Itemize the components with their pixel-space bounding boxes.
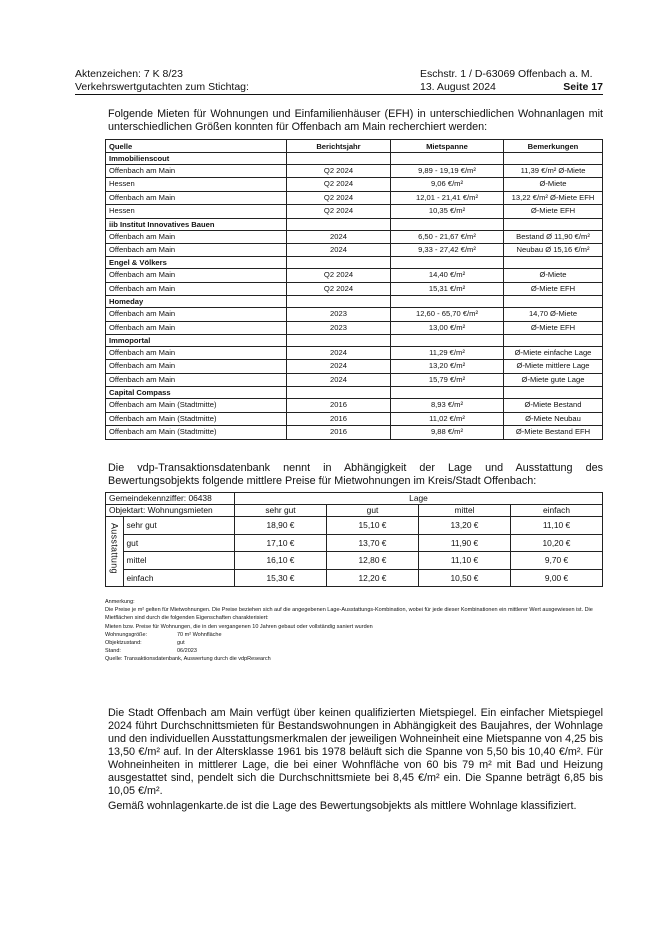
page-header bbox=[75, 68, 603, 95]
intro-paragraph: Folgende Mieten für Wohnungen und Einfamilienhäuser (EFH) in unterschiedlichen Wohnanlagen mit unterschiedlichen Größen konnten für Offenbach am Main recherchiert werden: bbox=[108, 108, 603, 133]
table-cell: Neubau Ø 15,16 €/m² bbox=[504, 244, 603, 257]
header-row-2 bbox=[75, 81, 603, 95]
table-cell: Ø-Miete Bestand EFH bbox=[504, 426, 603, 439]
lage-column-header: mittel bbox=[419, 505, 511, 517]
note-source: Quelle: Transaktionsdatenbank, Auswertung durch die vdpResearch bbox=[105, 656, 271, 663]
table-cell: Offenbach am Main bbox=[106, 230, 287, 243]
table-cell: 14,40 €/m² bbox=[391, 269, 504, 282]
table-cell: 13,20 €/m² bbox=[391, 360, 504, 373]
source-name: Engel & Völkers bbox=[106, 257, 287, 269]
empty-cell bbox=[504, 218, 603, 230]
ausstattung-level: gut bbox=[123, 534, 235, 552]
header-address: Eschstr. 1 / D-63069 Offenbach a. M. bbox=[420, 68, 593, 80]
source-group-row bbox=[106, 387, 603, 399]
table-row bbox=[106, 373, 603, 386]
table-cell: Offenbach am Main bbox=[106, 244, 287, 257]
page-number: Seite 17 bbox=[563, 81, 603, 93]
price-cell: 13,70 € bbox=[327, 534, 419, 552]
table-cell: Q2 2024 bbox=[287, 191, 391, 204]
table-cell: Hessen bbox=[106, 205, 287, 218]
table-cell: Offenbach am Main bbox=[106, 282, 287, 295]
empty-cell bbox=[391, 153, 504, 165]
table-cell: Ø-Miete Neubau bbox=[504, 412, 603, 425]
table-cell: 15,79 €/m² bbox=[391, 373, 504, 386]
table-cell: 2024 bbox=[287, 373, 391, 386]
lage-column-header: gut bbox=[327, 505, 419, 517]
table-cell: Ø-Miete gute Lage bbox=[504, 373, 603, 386]
table-cell: 2024 bbox=[287, 360, 391, 373]
empty-cell bbox=[504, 257, 603, 269]
empty-cell bbox=[287, 257, 391, 269]
price-cell: 12,20 € bbox=[327, 569, 419, 587]
table-cell: Q2 2024 bbox=[287, 205, 391, 218]
source-group-row bbox=[106, 218, 603, 230]
empty-cell bbox=[287, 387, 391, 399]
table-cell: Bestand Ø 11,90 €/m² bbox=[504, 230, 603, 243]
source-name: iib Institut Innovatives Bauen bbox=[106, 218, 287, 230]
object-type: Objektart: Wohnungsmieten bbox=[106, 505, 235, 517]
column-header: Quelle bbox=[106, 140, 287, 153]
table-cell: 2016 bbox=[287, 412, 391, 425]
table-cell: 14,70 Ø-Miete bbox=[504, 308, 603, 321]
note-item-key: Wohnungsgröße: bbox=[105, 631, 148, 638]
table-cell: Ø-Miete Bestand bbox=[504, 399, 603, 412]
table-cell: Q2 2024 bbox=[287, 282, 391, 295]
note-item-value: 06/2023 bbox=[177, 648, 197, 655]
table-cell: 13,00 €/m² bbox=[391, 321, 504, 334]
header-row-1 bbox=[75, 68, 603, 81]
note-item bbox=[105, 647, 601, 655]
table-cell: 9,89 - 19,19 €/m² bbox=[391, 165, 504, 178]
lage-label: Lage bbox=[235, 493, 603, 505]
source-group-row bbox=[106, 257, 603, 269]
doc-type: Verkehrswertgutachten zum Stichtag: bbox=[75, 81, 249, 93]
table-cell: 9,33 - 27,42 €/m² bbox=[391, 244, 504, 257]
empty-cell bbox=[287, 296, 391, 308]
source-name: Capital Compass bbox=[106, 387, 287, 399]
empty-cell bbox=[391, 335, 504, 347]
case-number: Aktenzeichen: 7 K 8/23 bbox=[75, 68, 183, 80]
source-name: Immoportal bbox=[106, 335, 287, 347]
lage-column-header: sehr gut bbox=[235, 505, 327, 517]
table-cell: 2023 bbox=[287, 321, 391, 334]
empty-cell bbox=[391, 218, 504, 230]
note-item-key: Objektzustand: bbox=[105, 640, 142, 647]
table-row bbox=[106, 347, 603, 360]
table-cell: 12,60 - 65,70 €/m² bbox=[391, 308, 504, 321]
table-cell: 2016 bbox=[287, 426, 391, 439]
table-cell: Offenbach am Main bbox=[106, 308, 287, 321]
source-group-row bbox=[106, 335, 603, 347]
vdp-header-row-2 bbox=[106, 505, 603, 517]
price-cell: 15,30 € bbox=[235, 569, 327, 587]
note-text-2: Mieten bzw. Preise für Wohnungen, die in den vergangenen 10 Jahren gebaut oder vollständig saniert wurden bbox=[105, 623, 373, 630]
table-row bbox=[106, 360, 603, 373]
table-cell: Offenbach am Main bbox=[106, 360, 287, 373]
price-cell: 13,20 € bbox=[419, 517, 511, 535]
table-cell: Hessen bbox=[106, 178, 287, 191]
table-cell: 12,01 - 21,41 €/m² bbox=[391, 191, 504, 204]
table-cell: 11,39 €/m² Ø-Miete bbox=[504, 165, 603, 178]
source-name: Immobilienscout bbox=[106, 153, 287, 165]
table-cell: Offenbach am Main (Stadtmitte) bbox=[106, 399, 287, 412]
table-cell: Q2 2024 bbox=[287, 178, 391, 191]
vdp-header-row-1 bbox=[106, 493, 603, 505]
price-cell: 16,10 € bbox=[235, 552, 327, 570]
table-cell: Offenbach am Main bbox=[106, 165, 287, 178]
table-cell: 9,88 €/m² bbox=[391, 426, 504, 439]
price-cell: 11,10 € bbox=[419, 552, 511, 570]
empty-cell bbox=[287, 218, 391, 230]
table-cell: 11,02 €/m² bbox=[391, 412, 504, 425]
table-row bbox=[106, 308, 603, 321]
table-cell: Ø-Miete EFH bbox=[504, 321, 603, 334]
vdp-table bbox=[105, 492, 603, 587]
table-cell: Offenbach am Main bbox=[106, 321, 287, 334]
table-cell: Ø-Miete bbox=[504, 178, 603, 191]
source-name: Homeday bbox=[106, 296, 287, 308]
ausstattung-level: mittel bbox=[123, 552, 235, 570]
note-text: Die Preise je m² gelten für Mietwohnungen. Die Preise beziehen sich auf die angegebenen Lage-Ausstattungs-Kombination, wobei für jede dieser Kombinationen ein mittlerer Wert ausgewiesen ist. Die Mietflächen sind durch die folgenden Eigenschaften charakterisiert: bbox=[105, 607, 593, 622]
rent-index-paragraph: Die Stadt Offenbach am Main verfügt über keinen qualifizierten Mietspiegel. Ein einfacher Mietspiegel 2024 führt Durchschnittsmieten für Bestandswohnungen in Abhängigkeit des Baujahres, der Wohnlage und den individuellen Ausstattungsmerkmalen der jeweiligen Wohneinheit eine Mietspanne von 4,25 bis 13,50 €/m² auf. In der Altersklasse 1961 bis 1978 beläuft sich die Spanne von 5,50 bis 10,40 €/m². Für Wohneinheiten in mittlerer Lage, die bei einer Wohnfläche von 60 bis 79 m² mit Bad und Heizung ausgestattet sind, pendelt sich die Durchschnittsmiete bei 8,45 €/m² ein. Die Spanne beträgt 6,85 bis 10,05 €/m². bbox=[108, 707, 603, 797]
empty-cell bbox=[391, 257, 504, 269]
empty-cell bbox=[287, 335, 391, 347]
table-cell: Offenbach am Main bbox=[106, 373, 287, 386]
table-row bbox=[106, 552, 603, 570]
table-row bbox=[106, 165, 603, 178]
empty-cell bbox=[504, 335, 603, 347]
header-date: 13. August 2024 bbox=[420, 81, 496, 93]
price-cell: 11,10 € bbox=[511, 517, 603, 535]
empty-cell bbox=[504, 153, 603, 165]
table-row bbox=[106, 321, 603, 334]
table-cell: Offenbach am Main (Stadtmitte) bbox=[106, 412, 287, 425]
column-header: Berichtsjahr bbox=[287, 140, 391, 153]
table-row bbox=[106, 534, 603, 552]
table-cell: Offenbach am Main bbox=[106, 347, 287, 360]
table-row bbox=[106, 178, 603, 191]
table-cell: 11,29 €/m² bbox=[391, 347, 504, 360]
note-item bbox=[105, 639, 601, 647]
note-items bbox=[105, 631, 601, 656]
note-item-value: 70 m² Wohnfläche bbox=[177, 631, 222, 638]
table-row bbox=[106, 205, 603, 218]
price-cell: 9,70 € bbox=[511, 552, 603, 570]
vdp-note bbox=[105, 598, 601, 664]
table-cell: 8,93 €/m² bbox=[391, 399, 504, 412]
rent-table bbox=[105, 139, 603, 440]
empty-cell bbox=[391, 387, 504, 399]
ausstattung-label-cell bbox=[106, 517, 124, 587]
table-row bbox=[106, 569, 603, 587]
table-row bbox=[106, 282, 603, 295]
table-cell: 2024 bbox=[287, 230, 391, 243]
table-cell: Q2 2024 bbox=[287, 165, 391, 178]
table-cell: Ø-Miete EFH bbox=[504, 205, 603, 218]
table-cell: Ø-Miete EFH bbox=[504, 282, 603, 295]
price-cell: 18,90 € bbox=[235, 517, 327, 535]
price-cell: 11,90 € bbox=[419, 534, 511, 552]
empty-cell bbox=[504, 296, 603, 308]
lage-column-header: einfach bbox=[511, 505, 603, 517]
table-row bbox=[106, 517, 603, 535]
ausstattung-level: sehr gut bbox=[123, 517, 235, 535]
table-cell: 2023 bbox=[287, 308, 391, 321]
price-cell: 17,10 € bbox=[235, 534, 327, 552]
table-cell: 2024 bbox=[287, 347, 391, 360]
table-row bbox=[106, 399, 603, 412]
empty-cell bbox=[504, 387, 603, 399]
table-cell: Ø-Miete bbox=[504, 269, 603, 282]
ausstattung-label: Ausstattung bbox=[109, 523, 120, 575]
table-cell: 2016 bbox=[287, 399, 391, 412]
price-cell: 12,80 € bbox=[327, 552, 419, 570]
note-item-value: gut bbox=[177, 640, 185, 647]
table-row bbox=[106, 191, 603, 204]
note-item bbox=[105, 631, 601, 639]
table-row bbox=[106, 412, 603, 425]
table-cell: 2024 bbox=[287, 244, 391, 257]
location-paragraph: Gemäß wohnlagenkarte.de ist die Lage des Bewertungsobjekts als mittlere Wohnlage klassifiziert. bbox=[108, 800, 577, 812]
note-item-key: Stand: bbox=[105, 648, 121, 655]
empty-cell bbox=[287, 153, 391, 165]
price-cell: 9,00 € bbox=[511, 569, 603, 587]
table-row bbox=[106, 230, 603, 243]
table-cell: 13,22 €/m² Ø-Miete EFH bbox=[504, 191, 603, 204]
column-header: Mietspanne bbox=[391, 140, 504, 153]
price-cell: 10,50 € bbox=[419, 569, 511, 587]
rent-table-body bbox=[106, 153, 603, 440]
table-cell: Offenbach am Main bbox=[106, 269, 287, 282]
table-cell: Offenbach am Main bbox=[106, 191, 287, 204]
table-cell: 10,35 €/m² bbox=[391, 205, 504, 218]
table-cell: 15,31 €/m² bbox=[391, 282, 504, 295]
table-cell: Ø-Miete mittlere Lage bbox=[504, 360, 603, 373]
table-cell: Q2 2024 bbox=[287, 269, 391, 282]
source-group-row bbox=[106, 296, 603, 308]
municipality-code: Gemeindekennziffer: 06438 bbox=[106, 493, 235, 505]
column-header: Bemerkungen bbox=[504, 140, 603, 153]
table-row bbox=[106, 269, 603, 282]
ausstattung-level: einfach bbox=[123, 569, 235, 587]
table-cell: 9,06 €/m² bbox=[391, 178, 504, 191]
table-cell: Ø-Miete einfache Lage bbox=[504, 347, 603, 360]
source-group-row bbox=[106, 153, 603, 165]
table-row bbox=[106, 244, 603, 257]
rent-table-header bbox=[106, 140, 603, 153]
vdp-intro-paragraph: Die vdp-Transaktionsdatenbank nennt in Abhängigkeit der Lage und Ausstattung des Bewertungsobjekts folgende mittlere Preise für Mietwohnungen im Kreis/Stadt Offenbach: bbox=[108, 462, 603, 487]
empty-cell bbox=[391, 296, 504, 308]
table-cell: Offenbach am Main (Stadtmitte) bbox=[106, 426, 287, 439]
price-cell: 15,10 € bbox=[327, 517, 419, 535]
note-title: Anmerkung: bbox=[105, 599, 135, 605]
table-row bbox=[106, 426, 603, 439]
price-cell: 10,20 € bbox=[511, 534, 603, 552]
table-cell: 6,50 - 21,67 €/m² bbox=[391, 230, 504, 243]
